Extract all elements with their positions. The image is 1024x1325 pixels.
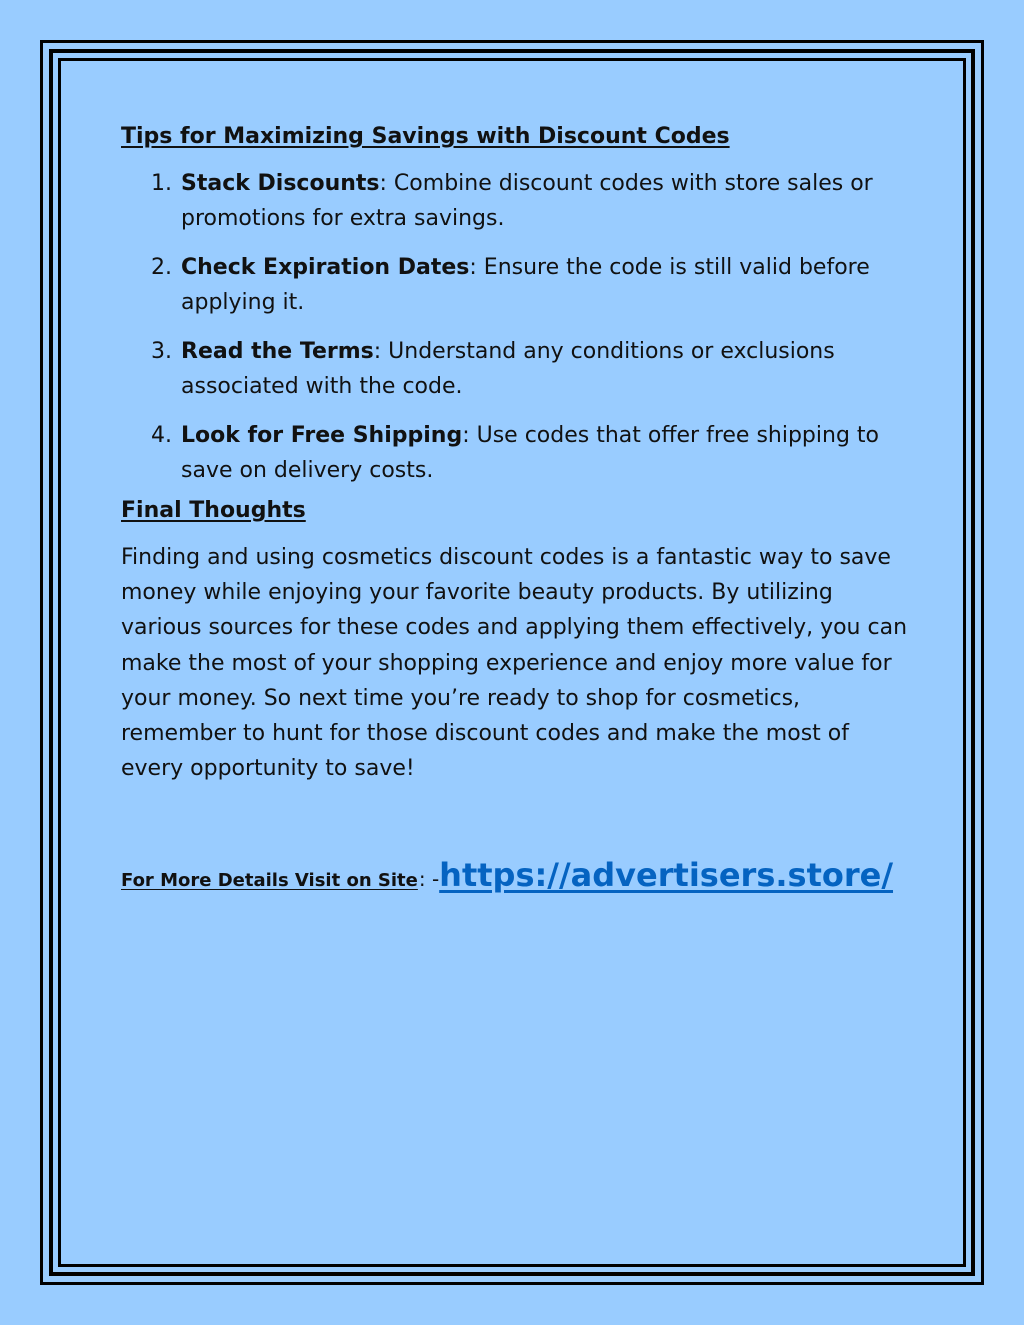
tip-number: 4. (151, 423, 172, 448)
tip-item (121, 418, 901, 488)
site-link[interactable]: https://advertisers.store/ (439, 856, 894, 895)
visit-separator: : - (418, 867, 440, 892)
final-thoughts-heading: Final Thoughts (121, 498, 306, 523)
tip-title: Check Expiration Dates (181, 255, 470, 280)
tip-item (121, 334, 901, 404)
tip-text: : Combine discount codes with store sales or promotions for extra savings. (181, 171, 873, 231)
visit-label: For More Details Visit on Site (121, 870, 418, 892)
tip-number: 3. (151, 339, 172, 364)
tip-item (121, 250, 901, 320)
tip-item (121, 166, 901, 236)
tip-text: : Use codes that offer free shipping to save on delivery costs. (181, 423, 879, 483)
tip-number: 1. (151, 171, 172, 196)
tip-text: : Ensure the code is still valid before applying it. (181, 255, 870, 315)
tip-number: 2. (151, 255, 172, 280)
tip-text: : Understand any conditions or exclusions associated with the code. (181, 339, 835, 399)
document-content (121, 118, 921, 894)
tip-title: Stack Discounts (181, 171, 380, 196)
tip-title: Look for Free Shipping (181, 423, 463, 448)
tip-title: Read the Terms (181, 339, 374, 364)
visit-site-line (121, 856, 921, 894)
tips-list (121, 166, 921, 488)
tips-heading: Tips for Maximizing Savings with Discount Codes (121, 124, 730, 149)
final-thoughts-paragraph: Finding and using cosmetics discount codes is a fantastic way to save money while enjoying your favorite beauty products. By utilizing various sources for these codes and applying them effectively, you can make the most of your shopping experience and enjoy more value for your money. So next time you’re ready to shop for cosmetics, remember to hunt for those discount codes and make the most of every opportunity to save! (121, 545, 908, 782)
